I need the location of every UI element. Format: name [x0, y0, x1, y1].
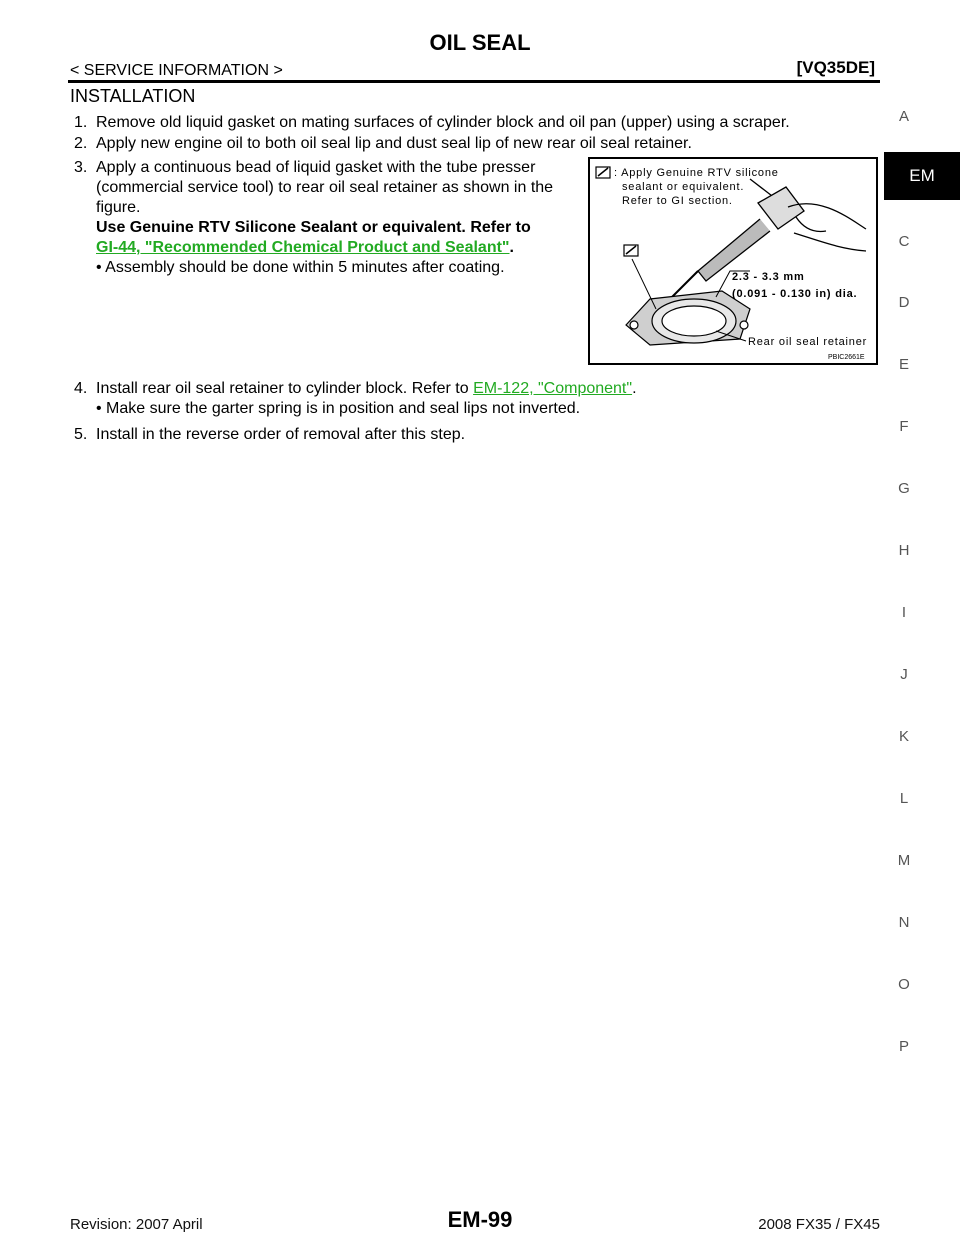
- index-tab-em-active[interactable]: EM: [884, 152, 960, 200]
- index-tab-h[interactable]: H: [898, 542, 910, 559]
- step-2: [74, 134, 692, 154]
- revision-date: Revision: 2007 April: [70, 1216, 203, 1233]
- step-1: [74, 113, 790, 133]
- step-text: Apply new engine oil to both oil seal lip and dust seal lip of new rear oil seal retainer.: [96, 135, 692, 152]
- em-122-link[interactable]: EM-122, "Component": [473, 380, 633, 397]
- note-icon: [596, 167, 610, 178]
- header-divider: [68, 80, 880, 83]
- index-tab-i[interactable]: I: [901, 604, 907, 621]
- page-title: OIL SEAL: [429, 30, 531, 55]
- step-3: 3. Apply a continuous bead of liquid gasket with the tube presser (commercial service tool) to rear oil seal retainer as shown in the figure. Use Genuine RTV Silicone Sealant or equivalent. Refer to GI-44, "Recommended Chemical Product and Sealant". • Assembly should be done within 5 minutes after coating.: [74, 158, 584, 278]
- index-tab-c[interactable]: C: [898, 233, 910, 250]
- bullet-item: • Assembly should be done within 5 minutes after coating.: [96, 259, 505, 276]
- index-tab-l[interactable]: L: [899, 790, 909, 807]
- model-name: 2008 FX35 / FX45: [758, 1216, 880, 1233]
- index-tab-p[interactable]: P: [898, 1038, 909, 1055]
- step-number: 4.: [74, 380, 88, 397]
- gi-44-link[interactable]: GI-44, "Recommended Chemical Product and Sealant": [96, 239, 510, 256]
- section-title: INSTALLATION: [70, 86, 196, 106]
- step-text: Apply a continuous bead of liquid gasket with the tube presser: [96, 159, 536, 176]
- index-tab-n[interactable]: N: [898, 914, 910, 931]
- breadcrumb: < SERVICE INFORMATION >: [70, 62, 283, 79]
- engine-code: [VQ35DE]: [796, 58, 875, 77]
- index-tab-k[interactable]: K: [898, 728, 909, 745]
- step-text: Remove old liquid gasket on mating surfaces of cylinder block and oil pan (upper) using a scraper.: [96, 114, 790, 131]
- dimension-text-2: (0.091 - 0.130 in) dia.: [732, 288, 858, 300]
- part-label: Rear oil seal retainer: [748, 336, 868, 348]
- index-tab-g[interactable]: G: [898, 480, 910, 497]
- index-tab-e[interactable]: E: [898, 356, 909, 373]
- step-number: 1.: [74, 114, 88, 131]
- page-number: EM-99: [447, 1207, 513, 1232]
- step-text: Install rear oil seal retainer to cylinder block. Refer to: [96, 380, 474, 397]
- index-tab-j[interactable]: J: [900, 666, 908, 683]
- index-tab-d[interactable]: D: [898, 294, 910, 311]
- step-number: 2.: [74, 135, 88, 152]
- note-text-2: sealant or equivalent.: [622, 181, 745, 193]
- step-number: 3.: [74, 159, 88, 176]
- note-text-1: : Apply Genuine RTV silicone: [614, 167, 779, 179]
- index-tab-a[interactable]: A: [898, 108, 909, 125]
- index-tab-f[interactable]: F: [899, 418, 909, 435]
- index-tab-o[interactable]: O: [898, 976, 910, 993]
- figure-drawing: [590, 159, 876, 363]
- figure-code: PBIC2661E: [828, 354, 865, 361]
- note-icon: [624, 245, 638, 256]
- note-leader: [632, 259, 656, 309]
- step-text: Install in the reverse order of removal after this step.: [96, 426, 466, 443]
- index-tab-m[interactable]: M: [897, 852, 911, 869]
- step-number: 5.: [74, 426, 88, 443]
- dimension-text-1: 2.3 - 3.3 mm: [732, 271, 805, 283]
- sealant-instruction: Use Genuine RTV Silicone Sealant or equivalent. Refer to: [96, 219, 531, 236]
- step-text: (commercial service tool) to rear oil seal retainer as shown in the: [96, 179, 554, 196]
- installation-figure: [588, 157, 878, 365]
- step-text: figure.: [96, 199, 141, 216]
- bullet-item: • Make sure the garter spring is in position and seal lips not inverted.: [96, 400, 581, 417]
- step-5: [74, 425, 465, 445]
- note-text-3: Refer to GI section.: [622, 195, 733, 207]
- step-4: 4. Install rear oil seal retainer to cylinder block. Refer to EM-122, "Component". • Make sure the garter spring is in position and seal lips not inverted.: [74, 380, 637, 417]
